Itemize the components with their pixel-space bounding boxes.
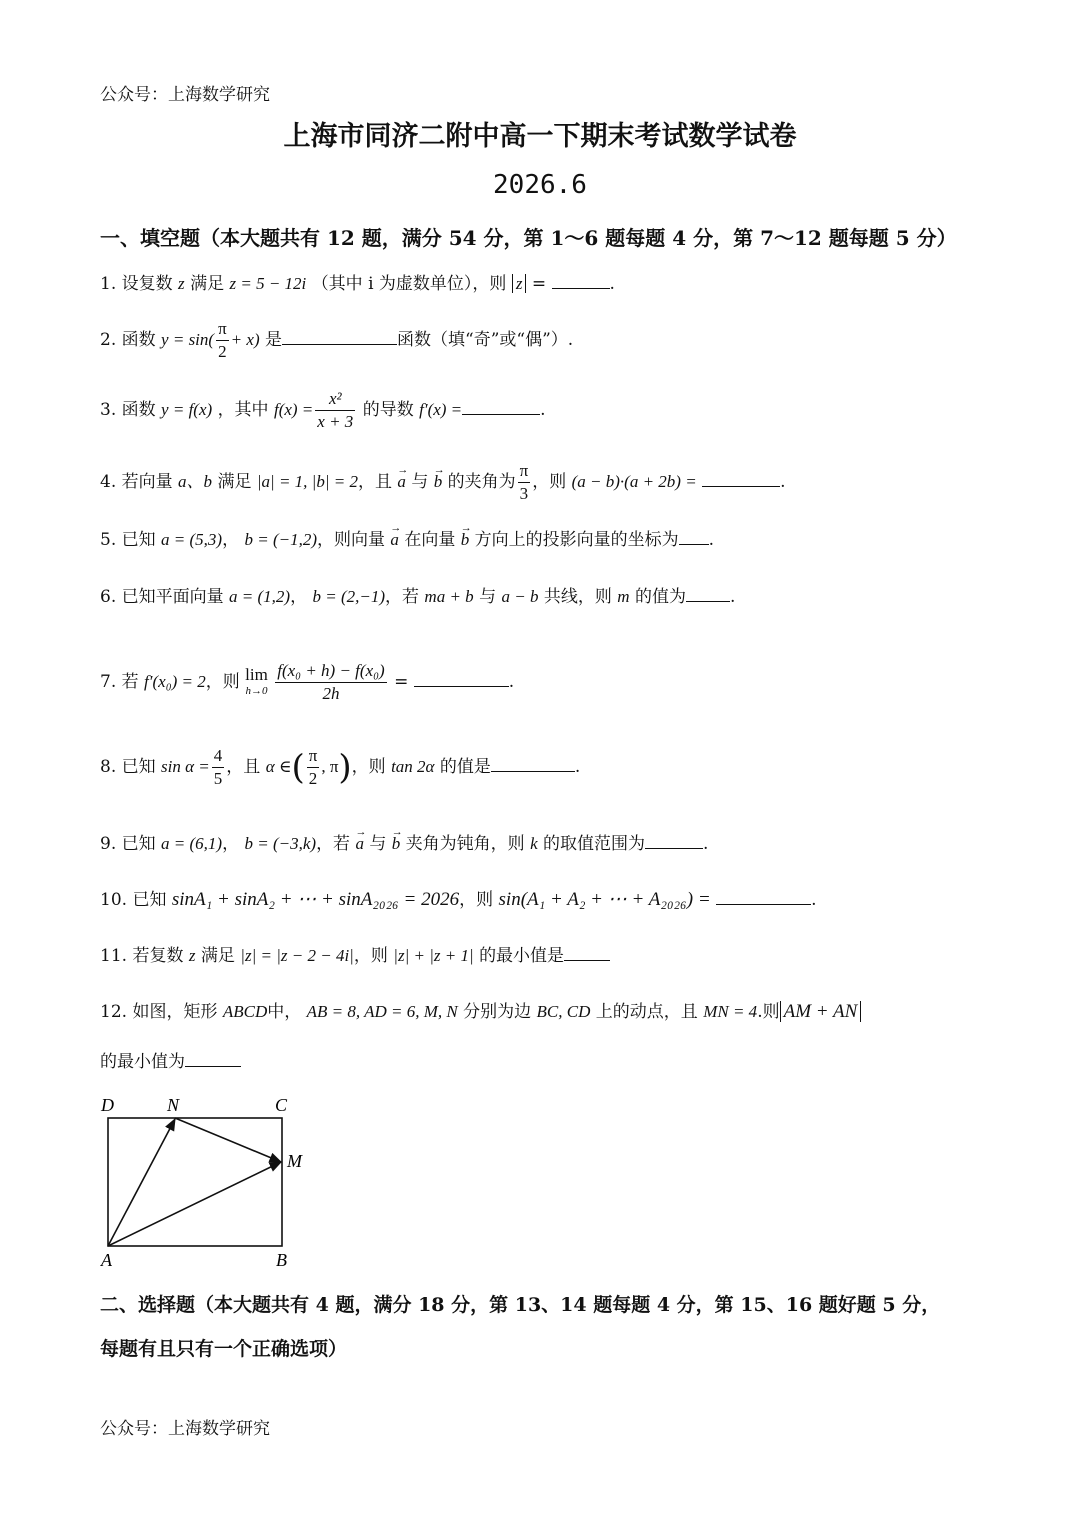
answer-blank bbox=[414, 668, 509, 687]
source-label: 公众号：上海数学研究 bbox=[100, 85, 270, 105]
answer-blank bbox=[645, 830, 703, 849]
label-d: D bbox=[101, 1095, 114, 1115]
question-8: 8. 已知 sin α = $\frac{4}{5}$ ，且 α ∈( $\frac{\pi}{2}$ , π)，则 tan 2α 的值是 . bbox=[100, 746, 581, 788]
segment-nm bbox=[175, 1118, 281, 1162]
label-c: C bbox=[275, 1095, 288, 1115]
question-9: 9. 已知 a = (6,1)， b = (−3,k)，若 → a 与 → b 夹角为钝角，则 k 的取值范围为 . bbox=[100, 830, 708, 858]
label-b: B bbox=[276, 1250, 287, 1270]
answer-blank bbox=[679, 526, 709, 545]
question-12: 12. 如图，矩形 ABCD中， AB = 8, AD = 6, M, N 分别为边 BC, CD 上的动点，且 MN = 4.则 AM + AN bbox=[100, 998, 861, 1026]
question-1: 1. 设复数 z 满足 z = 5 − 12i （其中 i 为虚数单位），则 z = . bbox=[100, 270, 615, 298]
answer-blank bbox=[716, 886, 811, 905]
answer-blank bbox=[552, 270, 610, 289]
vector-am bbox=[108, 1162, 281, 1246]
question-12-line-2: 的最小值为 bbox=[100, 1048, 241, 1076]
answer-blank bbox=[564, 942, 610, 961]
question-10: 10. 已知 sinA₁ + sinA₂ + ⋯ + sinA₂₀₂₆ = 2026，则 sin(A₁ + A₂ + ⋯ + A₂₀₂₆) = . bbox=[100, 886, 816, 914]
question-2: 2. 函数 y = sin( $\frac{\pi}{2}$ + x) 是 函数（填“奇”或“偶”）. bbox=[100, 319, 574, 361]
question-7: 7. 若 f′(x₀) = 2，则 lim h→0 $\frac{\text{f(x₀ + h) − f(x₀)}}{2h}$ = . bbox=[100, 661, 515, 703]
answer-blank bbox=[282, 326, 397, 345]
rectangle-figure bbox=[95, 1090, 325, 1270]
footer-label: 公众号：上海数学研究 bbox=[100, 1419, 270, 1439]
section-2-heading-line-1: 二、选择题（本大题共有 4 题，满分 18 分，第 13、14 题每题 4 分，第 15、16 题好题 5 分， bbox=[100, 1294, 941, 1316]
question-6: 6. 已知平面向量 a = (1,2)， b = (2,−1)，若 ma + b 与 a − b 共线，则 m 的值为 . bbox=[100, 583, 735, 611]
answer-blank bbox=[462, 396, 540, 415]
vector-an bbox=[108, 1119, 175, 1246]
answer-blank bbox=[491, 753, 575, 772]
question-3: 3. 函数 y = f(x) ，其中 f(x) = $\frac{\text{x²}}{x + 3}$ 的导数 f′(x) = . bbox=[100, 389, 546, 431]
answer-blank bbox=[702, 468, 780, 487]
answer-blank bbox=[185, 1048, 241, 1067]
exam-date: 2026.6 bbox=[493, 170, 587, 200]
page-title: 上海市同济二附中高一下期末考试数学试卷 bbox=[283, 121, 797, 152]
question-5: 5. 已知 a = (5,3)， b = (−1,2)，则向量 → a 在向量 → b 方向上的投影向量的坐标为 . bbox=[100, 526, 714, 554]
answer-blank bbox=[686, 583, 730, 602]
label-m: M bbox=[287, 1151, 302, 1171]
question-11: 11. 若复数 z 满足 |z| = |z − 2 − 4i|，则 |z| + |z + 1| 的最小值是 bbox=[100, 942, 610, 970]
section-1-heading: 一、填空题（本大题共有 12 题，满分 54 分，第 1～6 题每题 4 分，第 7～12 题每题 5 分） bbox=[100, 226, 957, 250]
question-4: 4. 若向量 a、b 满足 |a| = 1, |b| = 2，且 → a 与 → b 的夹角为 $\frac{\pi}{3}$ ，则 (a − b)·(a + 2b) = . bbox=[100, 460, 786, 505]
rectangle-abcd bbox=[108, 1118, 282, 1246]
label-a: A bbox=[101, 1250, 112, 1270]
section-2-heading-line-2: 每题有且只有一个正确选项） bbox=[100, 1338, 348, 1360]
label-n: N bbox=[167, 1095, 180, 1115]
